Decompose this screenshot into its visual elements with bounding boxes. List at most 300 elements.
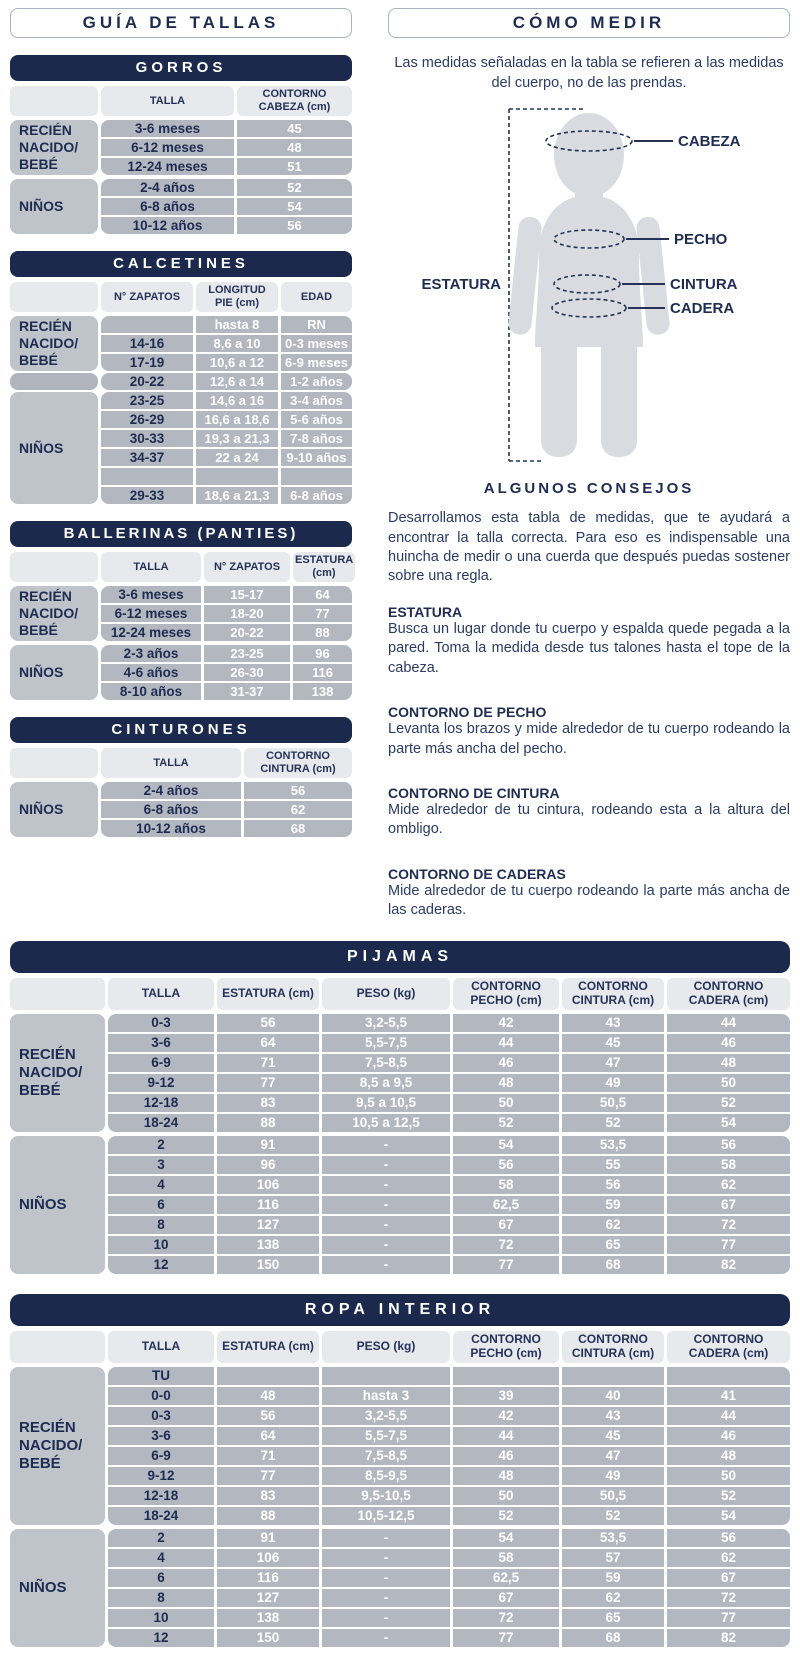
table-row — [108, 1236, 790, 1254]
measurement-diagram — [388, 99, 790, 476]
table-cell: 88 — [293, 624, 352, 641]
table-cell: 8-10 años — [101, 683, 201, 700]
table-cell: 26-30 — [204, 664, 290, 681]
table-row — [108, 1529, 790, 1547]
table-cell: 72 — [667, 1589, 790, 1607]
table-cell: 12,6 a 14 — [196, 373, 278, 390]
column-header: ESTATURA (cm) — [217, 978, 319, 1010]
table-cell: 88 — [217, 1114, 319, 1132]
table-cell: 30-33 — [101, 430, 193, 447]
table-cell: 48 — [237, 139, 352, 156]
table-cell: - — [322, 1549, 450, 1567]
table-row — [108, 1014, 790, 1032]
table-row — [108, 1447, 790, 1465]
calcetines-body — [10, 316, 352, 504]
row-group-rows — [101, 120, 352, 175]
table-cell: - — [322, 1256, 450, 1274]
column-header: TALLA — [101, 86, 234, 116]
table-row — [101, 373, 352, 390]
row-group-rows — [101, 316, 352, 371]
column-header: TALLA — [101, 552, 201, 582]
calcetines-table — [10, 251, 352, 504]
table-row — [108, 1136, 790, 1154]
table-cell: 18,6 a 21,3 — [196, 487, 278, 504]
row-group-label: NIÑOS — [10, 1529, 105, 1647]
table-cell: 50 — [667, 1467, 790, 1485]
como-medir-title: CÓMO MEDIR — [388, 8, 790, 38]
table-cell: 55 — [562, 1156, 664, 1174]
table-cell: 3-4 años — [281, 392, 352, 409]
table-cell: 52 — [562, 1114, 664, 1132]
table-row — [108, 1216, 790, 1234]
table-cell: 51 — [237, 158, 352, 175]
table-cell: 23-25 — [204, 645, 290, 662]
column-header: N° ZAPATOS — [204, 552, 290, 582]
table-row — [101, 392, 352, 409]
row-group-label: RECIÉN NACIDO/ BEBÉ — [10, 586, 98, 641]
right-column — [388, 8, 790, 921]
table-cell: 8,5 a 9,5 — [322, 1074, 450, 1092]
tip-contorno-caderas — [388, 866, 790, 921]
table-row — [108, 1589, 790, 1607]
tip-contorno-cintura — [388, 785, 790, 840]
table-cell: 6-12 meses — [101, 605, 201, 622]
table-cell: 7,5-8,5 — [322, 1054, 450, 1072]
table-cell — [667, 1367, 790, 1385]
table-cell: 91 — [217, 1136, 319, 1154]
table-cell: 62 — [244, 801, 352, 818]
tip-body: Busca un lugar donde tu cuerpo y espalda quede pegada a la pared. Toma la medida desde tus talones hasta el tope de la cabeza. — [388, 620, 790, 676]
table-cell: hasta 8 — [196, 316, 278, 333]
corner-cell — [10, 552, 98, 582]
table-row — [108, 1507, 790, 1525]
table-cell: 68 — [562, 1256, 664, 1274]
table-cell: 77 — [667, 1609, 790, 1627]
table-cell: 10,6 a 12 — [196, 354, 278, 371]
row-group-label: NIÑOS — [10, 782, 98, 837]
table-cell: 52 — [453, 1507, 559, 1525]
table-cell: 96 — [293, 645, 352, 662]
table-cell: 52 — [237, 179, 352, 196]
table-cell: 10,5 a 12,5 — [322, 1114, 450, 1132]
table-row — [101, 645, 352, 662]
table-cell: 29-33 — [101, 487, 193, 504]
table-cell: 0-3 — [108, 1014, 214, 1032]
table-cell: 56 — [217, 1014, 319, 1032]
row-group-label: NIÑOS — [10, 645, 98, 700]
table-cell: 14-16 — [101, 335, 193, 352]
table-cell: 49 — [562, 1467, 664, 1485]
table-cell: 4 — [108, 1549, 214, 1567]
table-cell: 0-3 meses — [281, 335, 352, 352]
table-cell: 0-0 — [108, 1387, 214, 1405]
table-row — [101, 120, 352, 137]
table-cell: 138 — [217, 1236, 319, 1254]
table-row — [101, 683, 352, 700]
table-cell: 18-24 — [108, 1507, 214, 1525]
table-cell: 9,5-10,5 — [322, 1487, 450, 1505]
table-cell: 64 — [293, 586, 352, 603]
page-title: GUÍA DE TALLAS — [10, 8, 352, 38]
table-cell: 65 — [562, 1609, 664, 1627]
table-cell: 65 — [562, 1236, 664, 1254]
table-cell: 45 — [562, 1427, 664, 1445]
table-cell — [453, 1367, 559, 1385]
table-cell: 18-20 — [204, 605, 290, 622]
table-row — [108, 1609, 790, 1627]
tip-heading: CONTORNO DE CADERAS — [388, 865, 566, 882]
table-cell — [101, 468, 193, 485]
pijamas-section-header: PIJAMAS — [10, 941, 790, 973]
table-cell: 150 — [217, 1629, 319, 1647]
table-cell: 7-8 años — [281, 430, 352, 447]
table-cell: 64 — [217, 1427, 319, 1445]
table-cell: 6-12 meses — [101, 139, 234, 156]
ropa-interior-column-headers — [10, 1331, 790, 1363]
column-header: CONTORNO CADERA (cm) — [667, 978, 790, 1010]
table-cell: 56 — [217, 1407, 319, 1425]
table-row — [101, 664, 352, 681]
table-cell: 88 — [217, 1507, 319, 1525]
table-cell: 9,5 a 10,5 — [322, 1094, 450, 1112]
cinturones-section-header: CINTURONES — [10, 717, 352, 743]
tip-heading: CONTORNO DE CINTURA — [388, 784, 560, 801]
table-cell: 138 — [217, 1609, 319, 1627]
table-cell: 54 — [453, 1529, 559, 1547]
row-group-label: NIÑOS — [10, 392, 98, 504]
table-cell: 52 — [453, 1114, 559, 1132]
row-group — [10, 1014, 790, 1132]
table-cell: 77 — [293, 605, 352, 622]
table-cell: 62,5 — [453, 1569, 559, 1587]
table-cell: 106 — [217, 1549, 319, 1567]
table-row — [101, 487, 352, 504]
corner-cell — [10, 978, 105, 1010]
table-cell: 116 — [217, 1569, 319, 1587]
table-cell: 48 — [217, 1387, 319, 1405]
pijamas-table — [10, 941, 790, 1274]
table-cell: 44 — [453, 1427, 559, 1445]
table-cell: 150 — [217, 1256, 319, 1274]
table-cell: 44 — [453, 1034, 559, 1052]
table-cell: 71 — [217, 1447, 319, 1465]
table-cell: 6-9 — [108, 1447, 214, 1465]
column-header: CONTORNO CINTURA (cm) — [244, 748, 352, 778]
gorros-table — [10, 55, 352, 234]
row-group — [10, 120, 352, 175]
row-group — [10, 1367, 790, 1525]
table-cell: 3 — [108, 1156, 214, 1174]
table-cell: 116 — [293, 664, 352, 681]
corner-cell — [10, 1331, 105, 1363]
column-header: TALLA — [108, 1331, 214, 1363]
table-cell: 77 — [217, 1074, 319, 1092]
tip-heading: CONTORNO DE PECHO — [388, 704, 547, 721]
table-cell: 41 — [667, 1387, 790, 1405]
table-row — [101, 782, 352, 799]
table-cell: 40 — [562, 1387, 664, 1405]
table-cell: 68 — [244, 820, 352, 837]
table-cell: 77 — [217, 1467, 319, 1485]
row-group-rows — [101, 586, 352, 641]
table-cell: 67 — [667, 1196, 790, 1214]
table-cell: 46 — [453, 1447, 559, 1465]
table-cell: 67 — [453, 1216, 559, 1234]
table-row — [101, 139, 352, 156]
table-cell: 2-3 años — [101, 645, 201, 662]
table-row — [108, 1156, 790, 1174]
table-cell: 19,3 a 21,3 — [196, 430, 278, 447]
row-group — [10, 645, 352, 700]
table-cell: 54 — [453, 1136, 559, 1154]
table-cell: 6 — [108, 1569, 214, 1587]
table-row — [101, 179, 352, 196]
table-cell: 77 — [667, 1236, 790, 1254]
cinturones-column-headers — [10, 748, 352, 778]
table-cell: 50 — [453, 1487, 559, 1505]
table-cell: 22 a 24 — [196, 449, 278, 466]
column-header: PESO (kg) — [322, 978, 450, 1010]
table-cell: 4-6 años — [101, 664, 201, 681]
row-group — [10, 1136, 790, 1274]
table-cell: 82 — [667, 1256, 790, 1274]
table-cell: 67 — [453, 1589, 559, 1607]
corner-cell — [10, 86, 98, 116]
table-cell: - — [322, 1196, 450, 1214]
table-cell: - — [322, 1629, 450, 1647]
table-cell: 48 — [453, 1074, 559, 1092]
table-row — [108, 1427, 790, 1445]
table-row — [101, 217, 352, 234]
table-row — [101, 158, 352, 175]
table-cell: 20-22 — [204, 624, 290, 641]
table-row — [101, 430, 352, 447]
table-cell: 3-6 meses — [101, 586, 201, 603]
row-group-label: RECIÉN NACIDO/ BEBÉ — [10, 316, 98, 371]
table-cell: 50 — [667, 1074, 790, 1092]
table-cell — [322, 1367, 450, 1385]
row-group-label: NIÑOS — [10, 1136, 105, 1274]
table-row — [108, 1407, 790, 1425]
row-group-label: RECIÉN NACIDO/ BEBÉ — [10, 120, 98, 175]
table-cell: 49 — [562, 1074, 664, 1092]
table-cell: 9-12 — [108, 1467, 214, 1485]
row-group-label — [10, 373, 98, 390]
row-group-rows — [101, 645, 352, 700]
table-row — [108, 1114, 790, 1132]
table-cell: TU — [108, 1367, 214, 1385]
ballerinas-section-header: BALLERINAS (PANTIES) — [10, 521, 352, 547]
column-header: CONTORNO CABEZA (cm) — [237, 86, 352, 116]
table-row — [108, 1549, 790, 1567]
table-cell — [101, 316, 193, 333]
table-cell: 50,5 — [562, 1094, 664, 1112]
table-cell: 46 — [667, 1427, 790, 1445]
table-cell: 31-37 — [204, 683, 290, 700]
table-cell: 62 — [667, 1176, 790, 1194]
table-row — [108, 1467, 790, 1485]
table-cell: hasta 3 — [322, 1387, 450, 1405]
table-cell: 46 — [667, 1034, 790, 1052]
row-group-rows — [108, 1367, 790, 1525]
table-cell: 62 — [562, 1216, 664, 1234]
column-header: CONTORNO PECHO (cm) — [453, 1331, 559, 1363]
table-row — [101, 468, 352, 485]
table-cell: 2-4 años — [101, 179, 234, 196]
table-cell: 52 — [667, 1487, 790, 1505]
row-group-rows — [108, 1529, 790, 1647]
table-cell: 10-12 años — [101, 217, 234, 234]
ropa-interior-table — [10, 1294, 790, 1647]
table-row — [101, 449, 352, 466]
table-cell: 6-9 — [108, 1054, 214, 1072]
row-group-rows — [108, 1014, 790, 1132]
table-row — [101, 586, 352, 603]
table-cell: 56 — [562, 1176, 664, 1194]
table-cell: 6-8 años — [101, 198, 234, 215]
table-cell: 47 — [562, 1054, 664, 1072]
tip-body: Mide alrededor de tu cintura, rodeando esta a la altura del ombligo. — [388, 801, 790, 838]
tip-body: Levanta los brazos y mide alrededor de tu cuerpo rodeando la parte más ancha del pecho. — [388, 721, 790, 757]
row-group — [10, 373, 352, 390]
ballerinas-body — [10, 586, 352, 700]
table-cell: 12-24 meses — [101, 624, 201, 641]
table-cell: 10,5-12,5 — [322, 1507, 450, 1525]
table-row — [101, 198, 352, 215]
table-row — [108, 1094, 790, 1112]
row-group-label: RECIÉN NACIDO/ BEBÉ — [10, 1014, 105, 1132]
ballerinas-table — [10, 521, 352, 700]
row-group-label: NIÑOS — [10, 179, 98, 234]
table-cell: 96 — [217, 1156, 319, 1174]
ballerinas-column-headers — [10, 552, 352, 582]
table-cell: 54 — [237, 198, 352, 215]
table-cell: 2 — [108, 1136, 214, 1154]
row-group — [10, 782, 352, 837]
row-group — [10, 316, 352, 371]
column-header: N° ZAPATOS — [101, 282, 193, 312]
table-cell — [281, 468, 352, 485]
table-row — [108, 1074, 790, 1092]
table-cell: 45 — [562, 1034, 664, 1052]
table-cell: 12 — [108, 1629, 214, 1647]
table-cell: 91 — [217, 1529, 319, 1547]
table-cell: 0-3 — [108, 1407, 214, 1425]
column-header: LONGITUD PIE (cm) — [196, 282, 278, 312]
table-cell: 59 — [562, 1569, 664, 1587]
table-cell: 9-10 años — [281, 449, 352, 466]
table-cell: 106 — [217, 1176, 319, 1194]
table-cell: 12-18 — [108, 1094, 214, 1112]
table-cell: - — [322, 1569, 450, 1587]
table-cell: 58 — [453, 1549, 559, 1567]
table-cell: 62 — [562, 1589, 664, 1607]
table-cell: 5,5-7,5 — [322, 1427, 450, 1445]
table-row — [101, 801, 352, 818]
table-row — [101, 820, 352, 837]
table-cell: 3,2-5,5 — [322, 1407, 450, 1425]
column-header: CONTORNO CADERA (cm) — [667, 1331, 790, 1363]
calcetines-section-header: CALCETINES — [10, 251, 352, 277]
gorros-column-headers — [10, 86, 352, 116]
table-row — [108, 1487, 790, 1505]
table-cell: 127 — [217, 1589, 319, 1607]
table-cell: 72 — [453, 1236, 559, 1254]
column-header: CONTORNO CINTURA (cm) — [562, 978, 664, 1010]
table-cell: 83 — [217, 1094, 319, 1112]
table-cell: 50 — [453, 1094, 559, 1112]
table-cell: 56 — [667, 1136, 790, 1154]
table-cell: 50,5 — [562, 1487, 664, 1505]
table-row — [101, 335, 352, 352]
table-cell: 44 — [667, 1407, 790, 1425]
table-cell: 43 — [562, 1407, 664, 1425]
table-cell: 68 — [562, 1629, 664, 1647]
table-cell — [217, 1367, 319, 1385]
table-cell: 54 — [667, 1507, 790, 1525]
column-header: CONTORNO PECHO (cm) — [453, 978, 559, 1010]
table-cell: 42 — [453, 1014, 559, 1032]
table-cell: - — [322, 1236, 450, 1254]
table-cell: 16,6 a 18,6 — [196, 411, 278, 428]
tip-estatura — [388, 604, 790, 678]
table-cell: 67 — [667, 1569, 790, 1587]
table-cell: 5-6 años — [281, 411, 352, 428]
row-group-rows — [101, 179, 352, 234]
table-cell: 6-9 meses — [281, 354, 352, 371]
table-cell: 2-4 años — [101, 782, 241, 799]
table-cell: RN — [281, 316, 352, 333]
tip-contorno-pecho — [388, 704, 790, 759]
table-cell: 57 — [562, 1549, 664, 1567]
column-header: PESO (kg) — [322, 1331, 450, 1363]
cintura-label: CINTURA — [670, 276, 738, 294]
table-row — [108, 1034, 790, 1052]
table-cell: 6-8 años — [101, 801, 241, 818]
table-row — [101, 605, 352, 622]
table-cell: 3-6 meses — [101, 120, 234, 137]
table-cell: 62 — [667, 1549, 790, 1567]
table-cell: 9-12 — [108, 1074, 214, 1092]
column-header: EDAD — [281, 282, 352, 312]
row-group — [10, 586, 352, 641]
body-silhouette-diagram — [388, 99, 790, 471]
left-column — [10, 8, 352, 921]
table-cell: 8 — [108, 1589, 214, 1607]
cinturones-body — [10, 782, 352, 837]
table-row — [108, 1256, 790, 1274]
column-header: CONTORNO CINTURA (cm) — [562, 1331, 664, 1363]
consejos-heading: ALGUNOS CONSEJOS — [483, 480, 695, 498]
table-cell: 48 — [453, 1467, 559, 1485]
table-cell: - — [322, 1216, 450, 1234]
table-cell: - — [322, 1589, 450, 1607]
table-cell: 15-17 — [204, 586, 290, 603]
table-row — [108, 1387, 790, 1405]
table-cell: 42 — [453, 1407, 559, 1425]
table-row — [108, 1629, 790, 1647]
tip-body: Mide alrededor de tu cuerpo rodeando la parte más ancha de las caderas. — [388, 882, 790, 919]
gorros-body — [10, 120, 352, 234]
cadera-label: CADERA — [670, 300, 735, 318]
table-row — [101, 354, 352, 371]
table-cell: 23-25 — [101, 392, 193, 409]
row-group-rows — [108, 1136, 790, 1274]
table-row — [101, 624, 352, 641]
como-medir-intro: Las medidas señaladas en la tabla se refieren a las medidas del cuerpo, no de las prendas. — [394, 55, 784, 91]
table-row — [108, 1176, 790, 1194]
pijamas-body — [10, 1014, 790, 1274]
